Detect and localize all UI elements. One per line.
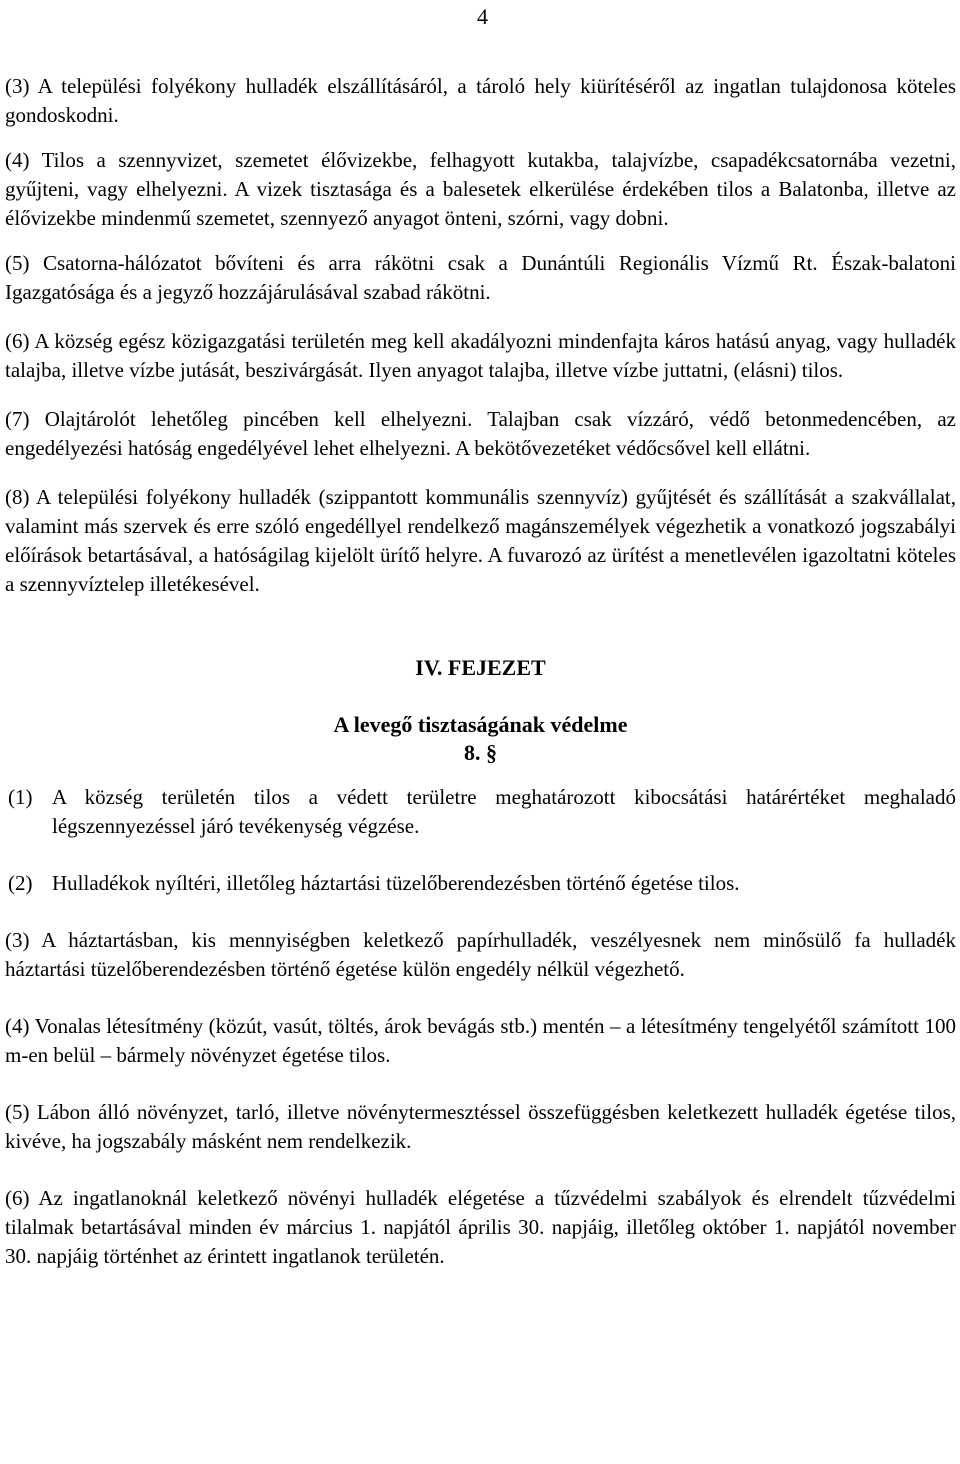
paragraph-8-4: (4) Vonalas létesítmény (közút, vasút, töltés, árok bevágás stb.) mentén – a létesítmény tengelyétől számított 100 m-en belül – bármely növényzet égetése tilos. xyxy=(5,1014,956,1067)
paragraph-8-5: (5) Lábon álló növényzet, tarló, illetve növénytermesztéssel összefüggésben keletkezett hulladék égetése tilos, kivéve, ha jogszabály másként nem rendelkezik. xyxy=(5,1100,956,1153)
paragraph-3: (3) A települési folyékony hulladék elszállításáról, a tároló hely kiürítéséről az ingatlan tulajdonosa köteles gondoskodni. xyxy=(5,74,956,127)
chapter-heading: IV. FEJEZET xyxy=(415,655,546,680)
section-number: 8. § xyxy=(464,740,497,765)
paragraph-6: (6) A község egész közigazgatási területén meg kell akadályozni mindenfajta káros hatású anyag, vagy hulladék talajba, illetve vízbe jutását, beszivárgását. Ilyen anyagot talajba, illetve vízbe juttatni, (elásni) tilos. xyxy=(5,329,956,382)
list-item-text: A község területén tilos a védett területre meghatározott kibocsátási határértéket meghaladó légszennyezéssel járó tevékenység végzése. xyxy=(52,785,956,838)
list-item-number: (2) xyxy=(8,871,33,895)
paragraph-5: (5) Csatorna-hálózatot bővíteni és arra rákötni csak a Dunántúli Regionális Vízmű Rt. Észak-balatoni Igazgatósága és a jegyző hozzájárulásával szabad rákötni. xyxy=(5,251,956,304)
list-item-number: (1) xyxy=(8,785,33,809)
paragraph-8-6: (6) Az ingatlanoknál keletkező növényi hulladék elégetése a tűzvédelmi szabályok és elrendelt tűzvédelmi tilalmak betartásával minden év március 1. napjától április 30. napjáig, illetőleg október 1. napjától november 30. napjáig történhet az érintett ingatlanok területén. xyxy=(5,1186,956,1268)
list-item-text: Hulladékok nyíltéri, illetőleg háztartási tüzelőberendezésben történő égetése tilos. xyxy=(52,871,740,895)
list-item xyxy=(5,869,956,898)
paragraph-7: (7) Olajtárolót lehetőleg pincében kell elhelyezni. Talajban csak vízzáró, védő betonmedencében, az engedélyezési hatóság engedélyével lehet elhelyezni. A bekötővezetéket védőcsővel kell ellátni. xyxy=(5,407,956,460)
list-item xyxy=(5,783,956,841)
paragraph-4: (4) Tilos a szennyvizet, szemetet élővizekbe, felhagyott kutakba, talajvízbe, csapadékcsatornába vezetni, gyűjteni, vagy elhelyezni. A vizek tisztasága és a balesetek elkerülése érdekében tilos a Balatonba, illetve az élővizekbe mindenmű szemetet, szennyező anyagot önteni, szórni, vagy dobni. xyxy=(5,148,956,230)
chapter-title: A levegő tisztaságának védelme xyxy=(333,712,628,737)
page-number: 4 xyxy=(477,4,488,29)
document-body xyxy=(5,72,956,1292)
paragraph-8: (8) A települési folyékony hulladék (szippantott kommunális szennyvíz) gyűjtését és szállítását a szakvállalat, valamint más szervek és erre szóló engedéllyel rendelkező magánszemélyek végezhetik a vonatkozó jogszabályi előírások betartásával, a hatóságilag kijelölt ürítő helyre. A fuvarozó az ürítést a menetlevélen igazoltatni köteles a szennyvíztelep illetékesével. xyxy=(5,485,956,596)
paragraph-8-3: (3) A háztartásban, kis mennyiségben keletkező papírhulladék, veszélyesnek nem minősülő fa hulladék háztartási tüzelőberendezésben történő égetése külön engedély nélkül végezhető. xyxy=(5,928,956,981)
